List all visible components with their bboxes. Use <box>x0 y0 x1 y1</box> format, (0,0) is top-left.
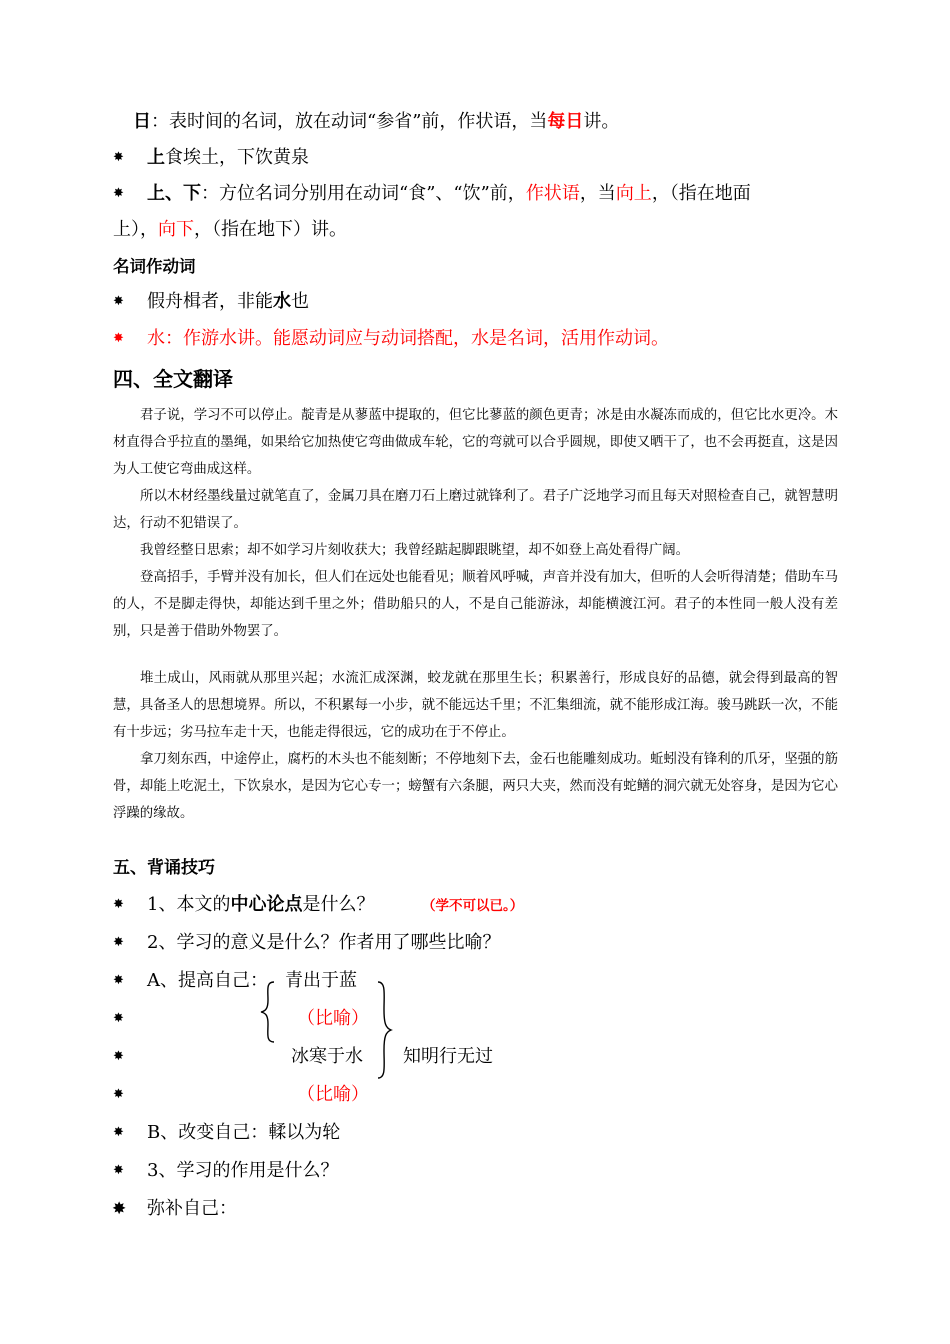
translation-paragraph: 君子说，学习不可以停止。靛青是从蓼蓝中提取的，但它比蓼蓝的颜色更青；冰是由水凝冻而成的，但它比水更冷。木材直得合乎拉直的墨绳，如果给它加热使它弯曲做成车轮，它的弯就可以合乎圆规，即使又晒干了，也不会再挺直，这是因为人工使它弯曲成这样。 <box>113 408 838 477</box>
bullet-icon: ✸ <box>113 331 124 346</box>
metaphor-label-2: （比喻） <box>297 1084 369 1105</box>
shui-text: 也 <box>291 291 309 312</box>
a-result: 知明行无过 <box>403 1046 493 1067</box>
question-1 <box>147 893 374 917</box>
bullet-icon: ✸ <box>113 935 124 950</box>
bullet-icon: ✸ <box>113 1087 124 1102</box>
term-shang: 上 <box>147 147 165 168</box>
line-shui <box>147 290 309 314</box>
line-shui-note: 水：作游水讲。能愿动词应与动词搭配，水是名词，活用作动词。 <box>147 328 669 349</box>
answer-1: （学不可以已。） <box>422 898 524 914</box>
highlight-zhuangyu: 作状语 <box>525 183 580 204</box>
term-shui: 水 <box>273 291 291 312</box>
q1-text: 是什么？ <box>302 894 375 915</box>
line-ri <box>133 110 619 134</box>
translation-paragraph: 我曾经整日思索；却不如学习片刻收获大；我曾经踮起脚跟眺望，却不如登上高处看得广阔。 <box>140 543 690 558</box>
translation-paragraph: 登高招手，手臂并没有加长，但人们在远处也能看见；顺着风呼喊，声音并没有加大，但听的人会听得清楚；借助车马的人，不是脚走得快，却能达到千里之外；借助船只的人，不是自己能游泳，却能横渡江河。君子的本性同一般人没有差别，只是善于借助外物罢了。 <box>113 570 838 639</box>
a-label: A、提高自己： <box>147 970 268 991</box>
line-shangxia-cont <box>113 218 347 242</box>
bullet-icon: ✸ <box>113 150 124 165</box>
shui-text: 假舟楫者，非能 <box>147 291 273 312</box>
bullet-icon: ✸ <box>113 1049 124 1064</box>
heading-translation: 四、全文翻译 <box>113 367 233 391</box>
highlight-xiangshang: 向上 <box>615 183 652 204</box>
term-ri: 日 <box>133 111 151 132</box>
bullet-icon: ✸ <box>113 1011 124 1026</box>
shangxia-text: ，（指在地面 <box>651 183 751 204</box>
bullet-icon: ✸ <box>113 1125 124 1140</box>
highlight-xiangxia: 向下 <box>158 219 194 240</box>
left-brace-icon <box>258 980 278 1044</box>
term-central-argument: 中心论点 <box>230 894 303 915</box>
heading-recite: 五、背诵技巧 <box>113 858 215 878</box>
shangxia-text: ，（指在地下）讲。 <box>194 219 347 240</box>
ri-explanation: ：表时间的名词，放在动词“参省”前，作状语，当 <box>151 111 548 132</box>
metaphor-bing: 冰寒于水 <box>291 1046 363 1067</box>
shang-text: 食埃土，下饮黄泉 <box>165 147 309 168</box>
translation-block-2 <box>113 665 838 827</box>
q1-text: 1、本文的 <box>147 894 231 915</box>
metaphor-label-1: （比喻） <box>297 1008 369 1029</box>
shangxia-text: ，当 <box>579 183 616 204</box>
bullet-icon: ✸ <box>113 294 124 309</box>
line-shangxia <box>147 182 751 206</box>
question-2: 2、学习的意义是什么？作者用了哪些比喻？ <box>147 932 501 953</box>
bullet-icon: ✸ <box>112 1199 127 1219</box>
b-line: B、改变自己：輮以为轮 <box>147 1122 341 1143</box>
highlight-meiri: 每日 <box>547 111 584 132</box>
term-shangxia: 上、下 <box>147 183 201 204</box>
heading-noun-verb: 名词作动词 <box>113 257 196 276</box>
ri-end: 讲。 <box>583 111 620 132</box>
bullet-icon: ✸ <box>113 973 124 988</box>
metaphor-qing: 青出于蓝 <box>285 970 357 991</box>
line-shang <box>147 146 309 170</box>
translation-paragraph: 堆土成山，风雨就从那里兴起；水流汇成深渊，蛟龙就在那里生长；积累善行，形成良好的品德，就会得到最高的智慧，具备圣人的思想境界。所以，不积累每一小步，就不能远达千里；不汇集细流，就不能形成江海。骏马跳跃一次，不能有十步远；劣马拉车走十天，也能走得很远，它的成功在于不停止。 <box>113 671 838 740</box>
translation-block-1 <box>113 402 838 645</box>
shangxia-text: 上）， <box>113 219 158 240</box>
shangxia-text: ：方位名词分别用在动词“食”、“饮”前， <box>201 183 526 204</box>
bullet-icon: ✸ <box>113 1163 124 1178</box>
bullet-icon: ✸ <box>113 186 124 201</box>
last-line: 弥补自己： <box>147 1198 237 1219</box>
question-3: 3、学习的作用是什么？ <box>147 1160 339 1181</box>
bullet-icon: ✸ <box>113 897 124 912</box>
translation-paragraph: 所以木材经墨线量过就笔直了，金属刀具在磨刀石上磨过就锋利了。君子广泛地学习而且每天对照检查自己，就智慧明达，行动不犯错误了。 <box>113 489 838 531</box>
translation-paragraph: 拿刀刻东西，中途停止，腐朽的木头也不能刻断；不停地刻下去，金石也能雕刻成功。蚯蚓没有锋利的爪牙，坚强的筋骨，却能上吃泥土，下饮泉水，是因为它心专一；螃蟹有六条腿，两只大夹，然而没有蛇鳝的洞穴就无处容身，是因为它心浮躁的缘故。 <box>113 752 838 821</box>
right-brace-icon <box>374 980 394 1080</box>
